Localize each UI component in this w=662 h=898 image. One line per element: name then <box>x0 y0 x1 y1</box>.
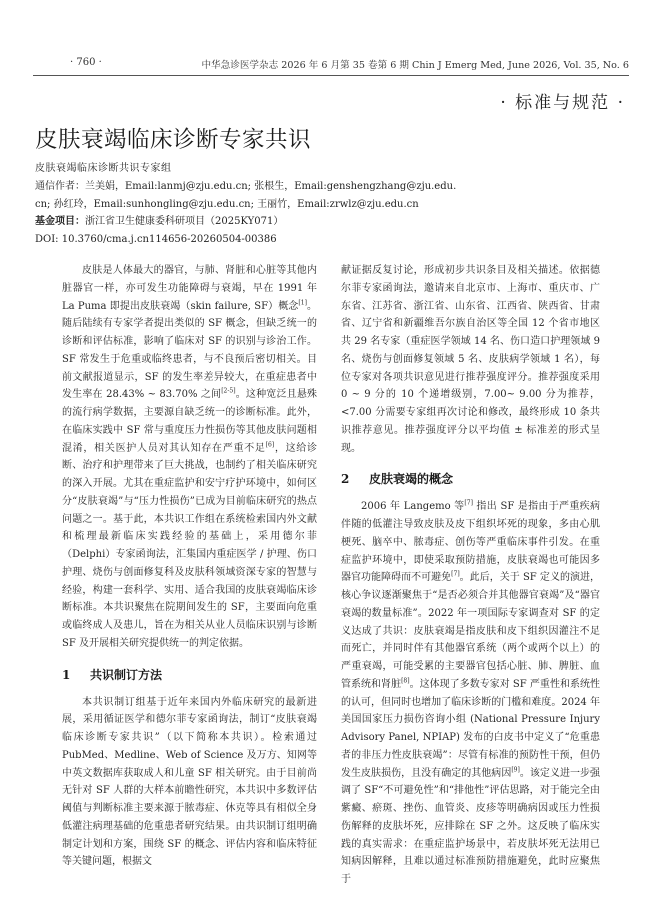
citation: [8] <box>401 677 410 685</box>
concept-paragraph <box>341 498 600 889</box>
fund-text: 浙江省卫生健康委科研项目（2025KY071） <box>85 216 284 228</box>
citation: [9] <box>511 766 520 774</box>
author-group: 皮肤衰竭临床诊断共识专家组 <box>35 163 172 174</box>
citation: [7] <box>464 499 473 507</box>
method-paragraph-continued: 献证据反复讨论，形成初步共识条目及相关描述。依据德尔菲专家函询法，邀请来自北京市、上海市、重庆市、广东省、江苏省、浙江省、山东省、江西省、陕西省、甘肃省、辽宁省和新疆维吾尔族自治区等全国 12 个省市地区共 29 名专家（重症医学领域 14 名、伤口造口护理领域 9 名、烧伤与创面修复领域 5 名、皮肤病学领域 1 名），每位专家对各项共识意见进行推荐强度评分。推荐强度采用 0 ~ 9 分的 10 个递增级别，7.00~ 9.00 分为推荐，<7.00 分需要专家组再次讨论和修改，最终形成 10 条共识推荐意见。推荐强度评分以平均值 ± 标准差的形式呈现。 <box>341 265 600 454</box>
section-heading-2 <box>341 470 600 488</box>
page-number: · 760 · <box>70 57 102 68</box>
intro-text-d: ，这给诊断、治疗和护理带来了巨大挑战，也制约了相关临床研究的深入开展。尤其在重症监护和安宁疗护环境中，如何区分“皮肤衰竭”与“压力性损伤”已成为目前临床研究的热点问题之一。基于此，本共识工作组在系统检索国内外文献和梳理最新临床实践经验的基础上，采用德尔菲（Delphi）专家函询法，汇集国内重症医学 / 护理、伤口护理、烧伤与创面修复科及皮肤科领域资深专家的智慧与经验，构建一套科学、实用、适合我国的皮肤衰竭临床诊断标准。本共识聚焦在院期间发生的 SF，主要面向危重或临终成人及患儿，旨在为相关从业人员临床识别与诊断 SF 及开展相关研究提供统一的判定依据。 <box>62 442 318 649</box>
article-meta <box>35 160 627 249</box>
concept-text-c: 。此后，关于 SF 定义的演进，核心争议逐渐聚焦于“是否必须合并其他器官衰竭”及“器官衰竭的数量标准”。2022 年一项国际专家调查对 SF 的定义达成了共识：皮肤衰竭是指皮肤和皮下组织因灌注不足而死亡，并同时伴有其他器官系统（两个或两个以上）的严重衰竭，可能受累的主要器官包括心脏、肺、脾脏、血管系统和肾脏 <box>341 572 600 690</box>
concept-text-e: 。该定义进一步强调了 SF“不可避免性”和“排他性”评估思路，对于能完全由紫癜、瘀斑、挫伤、血管炎、皮疹等明确病因或压力性损伤解释的皮肤坏死，应排除在 SF 之外。这反映了临床实践的真实需求：在重症监护场景中，若皮肤坏死无法用已知病因解释，且难以通过标准预防措施避免，此时应聚焦于 <box>341 767 601 885</box>
concept-text-a: 2006 年 Langemo 等 <box>361 501 465 513</box>
section-title: 共识制订方法 <box>90 667 163 682</box>
fund-label: 基金项目： <box>35 216 85 228</box>
journal-citation: 中华急诊医学杂志 2026 年 6 月第 35 卷第 6 期 Chin J Emerg Med, June 2026, Vol. 35, No. 6 <box>201 60 629 71</box>
doi: DOI: 10.3760/cma.j.cn114656-20260504-00386 <box>35 234 277 246</box>
fund-line <box>35 213 627 231</box>
citation: [7] <box>451 570 460 578</box>
corresponding-authors-line2: cn; 孙红玲，Email:sunhongling@zju.edu.cn; 王丽竹，Email:zrwlz@zju.edu.cn <box>35 198 419 210</box>
right-column <box>341 262 600 889</box>
left-column <box>62 262 317 871</box>
intro-paragraph <box>62 262 317 653</box>
section-title: 皮肤衰竭的概念 <box>369 472 454 487</box>
running-header <box>33 57 629 73</box>
concept-text-b: 指出 SF 是指由于严重疾病伴随的低灌注导致皮肤及皮下组织坏死的现象，多由心肌梗死、脑卒中、脓毒症、创伤等严重临床事件引发。在重症监护环境中，即使采取预防措施，皮肤衰竭也可能因多器官功能障碍而不可避免 <box>341 501 600 584</box>
intro-text-a: 皮肤是人体最大的器官，与肺、肾脏和心脏等其他内脏器官一样，亦可发生功能障碍与衰竭，早在 1991 年 La Puma 即提出皮肤衰竭（skin failure, SF）概念 <box>62 265 317 312</box>
citation: [6] <box>265 441 275 449</box>
citation: [2-5] <box>221 387 236 395</box>
header-divider <box>33 75 629 76</box>
article-title: 皮肤衰竭临床诊断专家共识 <box>35 127 312 153</box>
concept-text-d: 。这体现了多数专家对 SF 严重性和系统性的认可，但同时也增加了临床诊断的门槛和难度。2024 年美国国家压力损伤咨询小组 (National Pressure Injury Advisory Panel, NPIAP) 发布的白皮书中定义了“危重患者的非压力性皮肤衰竭”：尽管有标准的预防性干预，但仍发生皮肤损伤，且没有确定的其他病因 <box>341 678 601 779</box>
section-tag: · 标准与规范 · <box>500 93 625 113</box>
corresponding-authors-line1: 通信作者：兰美娟，Email:lanmj@zju.edu.cn; 张根生，Email:genshengzhang@zju.edu. <box>35 180 457 192</box>
section-number: 1 <box>62 667 71 682</box>
method-paragraph: 本共识制订组基于近年来国内外临床研究的最新进展，采用循证医学和德尔菲专家函询法，制订“皮肤衰竭临床诊断专家共识”（以下简称本共识）。检索通过 PubMed、Medline、Web of Science 及万方、知网等中英文数据库获取成人和儿童 SF 相关研究。由于目前尚无针对 SF 人群的大样本前瞻性研究，本共识中多数评估阈值与判断标准主要来源于脓毒症、休克等具有相似全身低灌注病理基础的危重患者研究结果。由共识制订组明确制定计划和方案，围绕 SF 的概念、评估内容和临床特征等关键问题，根据文 <box>62 696 317 868</box>
intro-text-b: 。随后陆续有专家学者提出类似的 SF 概念，但缺乏统一的诊断和评估标准，影响了临床对 SF 的识别与诊治工作。SF 常发生于危重或临终患者，与不良预后密切相关。目前文献报道显示，SF 的发生率差异较大，在重症患者中发生率在 28.43% ~ 83.70% 之间 <box>62 300 317 401</box>
intro-text-c: 。这种宽泛且悬殊的流行病学数据，主要源自缺乏统一的诊断标准。此外，在临床实践中 SF 常与重度压力性损伤等其他皮肤问题相混淆，相关医护人员对其认知存在严重不足 <box>62 389 317 454</box>
citation: [1] <box>298 299 307 307</box>
section-number: 2 <box>341 472 350 487</box>
section-heading-1 <box>62 666 317 684</box>
